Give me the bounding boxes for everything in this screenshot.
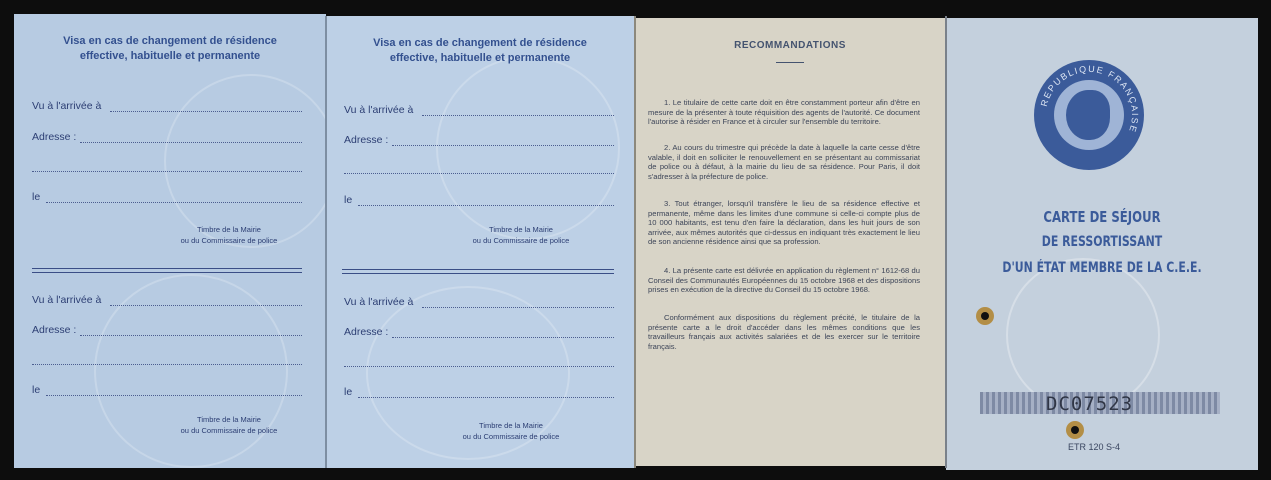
form-code: ETR 120 S-4 xyxy=(1068,442,1121,452)
address-label: Adresse : xyxy=(32,131,77,143)
address-field-line2[interactable] xyxy=(32,171,302,172)
seal-text xyxy=(1034,60,1144,170)
eyelet-hole-icon xyxy=(1066,421,1084,439)
address-field[interactable] xyxy=(80,335,302,336)
date-field[interactable] xyxy=(46,395,302,396)
visa-panel-right xyxy=(326,16,634,468)
embossed-stamp xyxy=(1006,258,1160,412)
recommendations-title: RECOMMANDATIONS xyxy=(734,40,846,51)
address-field-line2[interactable] xyxy=(344,366,614,367)
address-field[interactable] xyxy=(392,145,614,146)
arrival-label: Vu à l'arrivée à xyxy=(32,100,102,112)
date-field[interactable] xyxy=(46,202,302,203)
date-field[interactable] xyxy=(358,397,614,398)
card-subtitle: D'UN ÉTAT MEMBRE DE LA C.E.E. xyxy=(1002,260,1202,276)
address-label: Adresse : xyxy=(344,134,389,146)
visa-title: Visa en cas de changement de résidence effective, habituelle et permanente xyxy=(63,35,277,62)
arrival-label: Vu à l'arrivée à xyxy=(344,104,414,116)
svg-text:REPUBLIQUE FRANÇAISE: REPUBLIQUE FRANÇAISE xyxy=(1038,63,1141,135)
recommendation-paragraph: 4. La présente carte est délivrée en application du règlement n° 1612-68 du Conseil des Communautés Européennes du 15 octobre 1968 et des dispositions prises en exécution de la directive du Conseil du 15 octobre 1968. xyxy=(648,266,920,295)
section-divider xyxy=(32,268,302,273)
fold-line xyxy=(634,16,636,468)
date-label: le xyxy=(344,386,353,398)
recommendation-paragraph: 2. Au cours du trimestre qui précède la date à laquelle la carte cesse d'être valable, il doit en solliciter le renouvellement en se présentant au commissariat de police ou à défaut, à la mairie du lieu de sa résidence. Pour Paris, il doit s'adresser à la préfecture de police. xyxy=(648,143,920,181)
address-field[interactable] xyxy=(80,142,302,143)
recommendation-paragraph: 1. Le titulaire de cette carte doit en être constamment porteur afin d'être en mesure de la présenter à toute réquisition des agents de l'autorité. Ce document l'autorise à résider en France et à circuler sur l'ensemble du territoire. xyxy=(648,98,920,127)
arrival-field[interactable] xyxy=(110,111,302,112)
title-underline xyxy=(776,62,804,63)
stamp-caption: Timbre de la Mairie ou du Commissaire de police xyxy=(180,225,278,245)
eyelet-hole-icon xyxy=(976,307,994,325)
address-label: Adresse : xyxy=(344,326,389,338)
embossed-pattern xyxy=(164,74,338,248)
card-cover-panel xyxy=(946,18,1258,470)
embossed-pattern xyxy=(94,274,288,468)
arrival-field[interactable] xyxy=(422,115,614,116)
card-title: CARTE DE SÉJOUR xyxy=(1043,208,1161,226)
recommendations-panel xyxy=(634,18,946,466)
address-field[interactable] xyxy=(392,337,614,338)
visa-title: Visa en cas de changement de résidence effective, habituelle et permanente xyxy=(373,37,587,64)
card-number: DC07523 xyxy=(1046,393,1134,415)
address-field-line2[interactable] xyxy=(344,173,614,174)
visa-panel-left xyxy=(14,14,326,468)
date-label: le xyxy=(344,194,353,206)
card-subtitle: DE RESSORTISSANT xyxy=(1041,234,1163,250)
arrival-field[interactable] xyxy=(422,307,614,308)
arrival-label: Vu à l'arrivée à xyxy=(32,294,102,306)
stamp-caption: Timbre de la Mairie ou du Commissaire de police xyxy=(472,225,570,245)
date-label: le xyxy=(32,384,41,396)
recommendation-paragraph: 3. Tout étranger, lorsqu'il transfère le lieu de sa résidence effective et permanente, même dans les limites d'une commune si celle-ci compte plus de 10 000 habitants, est tenu d'en faire la déclaration, dans les huit jours de son arrivée, aux mêmes autorités que ci-dessus en indiquant très exactement le lieu de son ancienne résidence ainsi que sa profession. xyxy=(648,199,920,247)
arrival-label: Vu à l'arrivée à xyxy=(344,296,414,308)
fold-line xyxy=(945,16,947,468)
date-label: le xyxy=(32,191,41,203)
arrival-field[interactable] xyxy=(110,305,302,306)
stamp-caption: Timbre de la Mairie ou du Commissaire de police xyxy=(180,415,278,435)
date-field[interactable] xyxy=(358,205,614,206)
recommendation-paragraph: Conformément aux dispositions du règlement précité, le titulaire de la présente carte a le droit d'accéder dans les mêmes conditions que les travailleurs français aux activités salariées et de les exercer sur le territoire français. xyxy=(648,313,920,351)
fold-line xyxy=(325,16,327,468)
stamp-caption: Timbre de la Mairie ou du Commissaire de police xyxy=(462,421,560,441)
embossed-pattern xyxy=(436,56,620,240)
section-divider xyxy=(342,269,614,274)
address-field-line2[interactable] xyxy=(32,364,302,365)
republique-francaise-seal-icon xyxy=(1034,60,1144,170)
address-label: Adresse : xyxy=(32,324,77,336)
